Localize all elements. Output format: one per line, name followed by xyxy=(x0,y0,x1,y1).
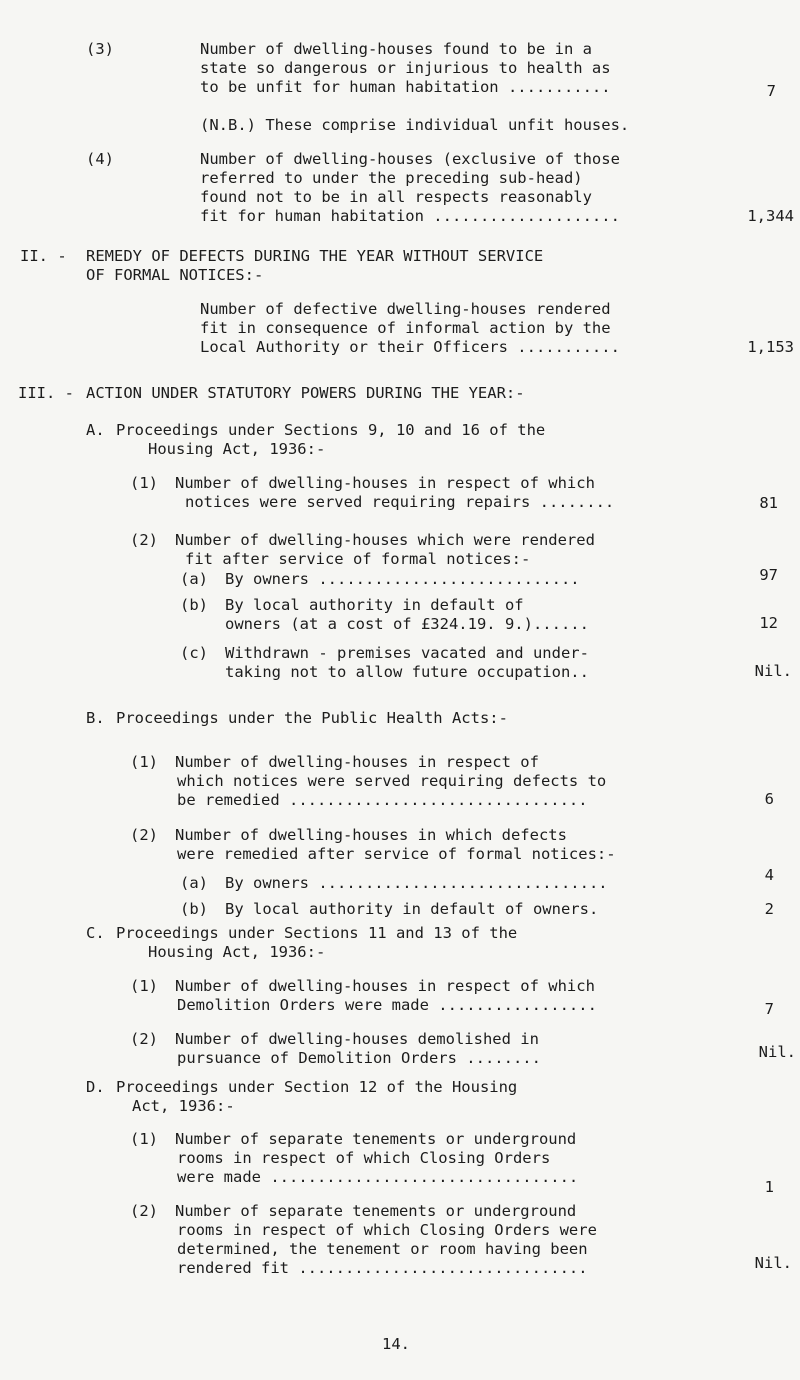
section-ii-label: II. - xyxy=(20,247,67,265)
c1-label: (1) xyxy=(130,977,158,995)
text-line: By local authority in default of xyxy=(225,596,524,614)
c1-value: 7 xyxy=(764,1000,774,1018)
text-line: to be unfit for human habitation ........... xyxy=(200,78,611,96)
d1-label: (1) xyxy=(130,1130,158,1148)
section-iii-label: III. - xyxy=(18,384,74,402)
text-line: Withdrawn - premises vacated and under- xyxy=(225,644,589,662)
section-a-heading xyxy=(116,421,545,459)
section-c-label: C. xyxy=(86,924,105,942)
a2a-label: (a) xyxy=(180,570,208,588)
text-line: Number of dwelling-houses (exclusive of those xyxy=(200,150,620,168)
text-line: Act, 1936:- xyxy=(132,1097,235,1115)
text-line: By local authority in default of owners. xyxy=(225,900,599,918)
section-c-heading xyxy=(116,924,517,962)
a2a-value: 97 xyxy=(759,566,778,584)
b1-text xyxy=(175,753,606,810)
text-line: Number of separate tenements or underground xyxy=(175,1130,577,1148)
text-line: found not to be in all respects reasonably xyxy=(200,188,592,206)
item-4-text xyxy=(200,150,620,226)
text-line: By owners ............................... xyxy=(225,874,608,892)
text-line: fit in consequence of informal action by the xyxy=(200,319,611,337)
a2b-text xyxy=(225,596,589,634)
text-line: state so dangerous or injurious to health as xyxy=(200,59,611,77)
text-line: Housing Act, 1936:- xyxy=(148,943,326,961)
b2-text xyxy=(175,826,616,864)
text-line: fit after service of formal notices:- xyxy=(185,550,531,568)
text-line: Number of dwelling-houses found to be in a xyxy=(200,40,592,58)
section-b-label: B. xyxy=(86,709,105,727)
text-line: pursuance of Demolition Orders ........ xyxy=(177,1049,541,1067)
text-line: rendered fit ............................... xyxy=(177,1259,588,1277)
a2c-value: Nil. xyxy=(754,662,792,680)
b2a-value: 4 xyxy=(764,866,774,884)
text-line: were remedied after service of formal notices:- xyxy=(177,845,616,863)
d1-value: 1 xyxy=(764,1178,774,1196)
item-4-label: (4) xyxy=(86,150,114,168)
text-line: fit for human habitation .................... xyxy=(200,207,620,225)
d2-label: (2) xyxy=(130,1202,158,1220)
text-line: Number of dwelling-houses which were rendered xyxy=(175,531,595,549)
a1-text xyxy=(175,474,614,512)
text-line: Proceedings under Sections 9, 10 and 16 of the xyxy=(116,421,546,439)
d2-text xyxy=(175,1202,597,1278)
text-line: Number of dwelling-houses in respect of which xyxy=(175,977,595,995)
text-line: which notices were served requiring defects to xyxy=(177,772,607,790)
text-line: ACTION UNDER STATUTORY POWERS DURING THE YEAR:- xyxy=(86,384,525,402)
text-line: Housing Act, 1936:- xyxy=(148,440,326,458)
d1-text xyxy=(175,1130,578,1187)
text-line: Demolition Orders were made ................. xyxy=(177,996,597,1014)
text-line: referred to under the preceding sub-head) xyxy=(200,169,583,187)
item-3-value: 7 xyxy=(766,82,776,100)
item-3-text xyxy=(200,40,611,97)
b2-label: (2) xyxy=(130,826,158,844)
text-line: OF FORMAL NOTICES:- xyxy=(86,266,264,284)
c2-value: Nil. xyxy=(758,1043,796,1061)
text-line: Number of dwelling-houses in respect of which xyxy=(175,474,595,492)
b2a-text xyxy=(225,874,608,893)
text-line: be remedied ................................ xyxy=(177,791,588,809)
text-line: REMEDY OF DEFECTS DURING THE YEAR WITHOUT SERVICE xyxy=(86,247,544,265)
text-line: Number of separate tenements or underground xyxy=(175,1202,577,1220)
section-b-heading xyxy=(116,709,508,728)
b2b-text xyxy=(225,900,598,919)
page-number: 14. xyxy=(382,1335,410,1353)
a2-label: (2) xyxy=(130,531,158,549)
a2a-text xyxy=(225,570,580,589)
b2b-value: 2 xyxy=(764,900,774,918)
text-line: Number of dwelling-houses in which defects xyxy=(175,826,567,844)
b2b-label: (b) xyxy=(180,900,208,918)
d2-value: Nil. xyxy=(754,1254,792,1272)
text-line: determined, the tenement or room having been xyxy=(177,1240,588,1258)
text-line: Number of dwelling-houses in respect of xyxy=(175,753,539,771)
text-line: Proceedings under Section 12 of the Housing xyxy=(116,1078,518,1096)
section-d-label: D. xyxy=(86,1078,105,1096)
a2c-text xyxy=(225,644,589,682)
text-line: Local Authority or their Officers ........... xyxy=(200,338,620,356)
section-ii-heading xyxy=(86,247,543,285)
nb-note xyxy=(200,116,629,135)
b1-value: 6 xyxy=(764,790,774,808)
section-ii-text xyxy=(200,300,620,357)
a2-text xyxy=(175,531,595,569)
text-line: Number of dwelling-houses demolished in xyxy=(175,1030,539,1048)
a2b-value: 12 xyxy=(759,614,778,632)
a1-label: (1) xyxy=(130,474,158,492)
text-line: Number of defective dwelling-houses rendered xyxy=(200,300,611,318)
c1-text xyxy=(175,977,597,1015)
text-line: Proceedings under Sections 11 and 13 of the xyxy=(116,924,518,942)
item-3-label: (3) xyxy=(86,40,114,58)
text-line: rooms in respect of which Closing Orders xyxy=(177,1149,551,1167)
text-line: owners (at a cost of £324.19. 9.)...... xyxy=(225,615,589,633)
b2a-label: (a) xyxy=(180,874,208,892)
section-d-heading xyxy=(116,1078,517,1116)
c2-text xyxy=(175,1030,541,1068)
text-line: By owners ............................ xyxy=(225,570,580,588)
a1-value: 81 xyxy=(759,494,778,512)
text-line: taking not to allow future occupation.. xyxy=(225,663,589,681)
text-line: notices were served requiring repairs ........ xyxy=(185,493,615,511)
section-iii-heading xyxy=(86,384,525,403)
section-a-label: A. xyxy=(86,421,105,439)
text-line: were made ................................. xyxy=(177,1168,579,1186)
a2c-label: (c) xyxy=(180,644,208,662)
section-ii-value: 1,153 xyxy=(747,338,794,356)
b1-label: (1) xyxy=(130,753,158,771)
text-line: (N.B.) These comprise individual unfit houses. xyxy=(200,116,630,134)
a2b-label: (b) xyxy=(180,596,208,614)
text-line: rooms in respect of which Closing Orders were xyxy=(177,1221,597,1239)
c2-label: (2) xyxy=(130,1030,158,1048)
text-line: Proceedings under the Public Health Acts:- xyxy=(116,709,508,727)
item-4-value: 1,344 xyxy=(747,207,794,225)
